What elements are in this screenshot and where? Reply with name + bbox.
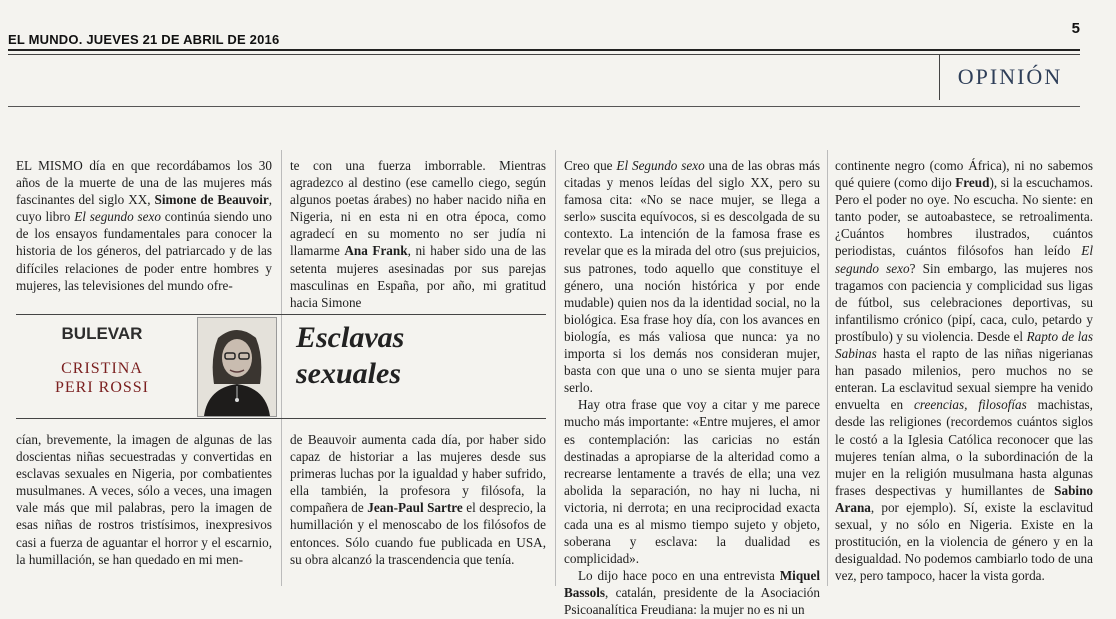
article-column-1-bottom <box>16 431 272 568</box>
paragraph: de Beauvoir aumenta cada día, por haber sido capaz de historiar a las mujeres desde sus primeras luchas por la igualdad y haber sufrido, ella también, la profesora y filósofa, la compañera de Jean-Paul Sartre el desprecio, la humillación y el menoscabo de los filósofos de entonces. Sólo cuando fue publicada en USA, su obra alcanzó la trascendencia que tenía. <box>290 432 546 567</box>
headline-line-2: sexuales <box>296 357 401 390</box>
paragraph: Lo dijo hace poco en una entrevista Miquel Bassols, catalán, presidente de la Asociación Psicoanalítica Freudiana: la mujer no es ni un <box>564 568 820 618</box>
author-last-name: PERI ROSSI <box>54 379 150 396</box>
column-divider <box>555 150 556 586</box>
person-name: Simone de Beauvoir <box>154 192 269 208</box>
headline-line-1: Esclavas <box>296 321 405 354</box>
article-column-2-top <box>290 157 546 311</box>
person-name: Sabino Arana <box>835 482 1093 515</box>
column-divider <box>281 150 282 586</box>
author-portrait-icon <box>197 317 277 417</box>
header-rule-thick <box>8 49 1080 51</box>
section-rule <box>8 106 1080 107</box>
masthead: EL MUNDO. JUEVES 21 DE ABRIL DE 2016 <box>8 32 280 47</box>
header-rule-thin <box>8 54 1080 55</box>
article-column-1-top <box>16 157 272 294</box>
person-name: Freud <box>955 175 990 191</box>
work-title: Rapto de las Sabinas <box>835 328 1093 362</box>
article-headline <box>290 320 540 392</box>
section-title: OPINIÓN <box>957 64 1063 89</box>
person-name: Miquel Bassols <box>564 568 820 601</box>
article-column-4 <box>835 157 1093 584</box>
column-name: BULEVAR <box>61 324 143 343</box>
book-title: El segundo sexo <box>74 209 161 225</box>
page-number: 5 <box>1071 20 1080 37</box>
column-divider <box>827 150 828 586</box>
emphasis: creencias, filosofías <box>914 397 1027 413</box>
book-title: El Segundo sexo <box>616 158 705 173</box>
paragraph: Creo que El Segundo sexo una de las obras más citadas y menos leídas del siglo XX, pero su famosa cita: «No se nace mujer, se llega a serlo» suscita equívocos, si es descolgada de su contexto. La intención de la famosa frase es revelar que es la mirada del otro (sus prejuicios, sus patrones, todo aquello que constituye el género, una noción histórica y por ende mudable) quien nos da la identidad social, no la biológica. Esa frase hoy día, con los avances en biología, es más valiosa que nunca: ya no importa si los demás nos consideran mujer, basta con que una o uno se sienta mujer para serlo. <box>564 158 820 396</box>
paragraph: cían, brevemente, la imagen de algunas de las doscientas niñas secuestradas y convertidas en esclavas sexuales en Nigeria, por combatientes musulmanes. A veces, sólo a veces, una imagen vale más que mil palabras, pero la imagen de esas niñas de rostros tristísimos, inexpresivos casi a fuerza de aguantar el horror y el escarnio, la humillación, se han quedado en mi men- <box>16 432 272 567</box>
article-column-3 <box>564 157 820 619</box>
book-title: El segundo sexo <box>835 243 1093 276</box>
byline-rule-top <box>16 314 546 315</box>
article-column-2-bottom <box>290 431 546 568</box>
person-name: Ana Frank <box>344 243 408 259</box>
byline-rule-bottom <box>16 418 546 419</box>
person-name: Jean-Paul Sartre <box>367 500 463 516</box>
paragraph: continente negro (como África), ni no sabemos qué quiere (como dijo Freud), si la escuchamos. Pero el poder no oye. No escucha. No siente: en tanto poder, se autoabastece, se retroalimenta. ¿Cuántos hombres ilustrados, cuántos periodistas, cuántos filósofos han leído El segundo sexo? Sin embargo, las mujeres nos tragamos con paciencia y complicidad sus ligas de fútbol, sus celebraciones deportivas, su infantilismo crónico (pipí, caca, culo, petardo y prostíbulo) y su violencia. Desde el Rapto de las Sabinas hasta el rapto de las niñas nigerianas han pasado milenios, pero muchos no se enteran. La esclavitud sexual siempre ha venido envuelta en creencias, filosofías machistas, desde las religiones (recordemos cuántos siglos le costó a la Iglesia Católica reconocer que las mujeres tenían alma, o la subordinación de la mujer en la religión musulmana hasta algunas frases despectivas y humillantes de Sabino Arana, por ejemplo). Sí, existe la esclavitud sexual, y no sólo en Nigeria. Existe en la prostitución, en la violencia de género y en la desigualdad. No podemos cambiarlo todo de una vez, pero tampoco, hacer la vista gorda. <box>835 158 1094 584</box>
paragraph: te con una fuerza imborrable. Mientras agradezco al destino (ese camello ciego, según algunos poetas árabes) no haber nacido niña en Nigeria, ni en esta ni en otra época, como agradecí en su momento no ser judía ni llamarme Ana Frank, ni haber sido una de las setenta mujeres asesinadas por sus parejas masculinas en España, por año, mi gratitud hacia Simone <box>290 158 546 310</box>
paragraph: Hay otra frase que voy a citar y me parece mucho más importante: «Entre mujeres, el amor es contemplación: las caricias no están destinadas a apropiarse de la alteridad como a recrearse lentamente a través de ella; una vez abolida la separación, no hay ni lucha, ni victoria, ni derrota; en una reciprocidad exacta cada una es al mismo tiempo sujeto y objeto, soberana y esclava: la dualidad es complicidad». <box>564 397 820 567</box>
author-first-name: CRISTINA <box>61 360 143 377</box>
paragraph: EL MISMO día en que recordábamos los 30 años de la muerte de una de las mujeres más fascinantes del siglo XX, Simone de Beauvoir, cuyo libro El segundo sexo continúa siendo uno de los ensayos fundamentales para conocer la historia de los géneros, del patriarcado y de las difíciles relaciones de poder entre hombres y mujeres, las televisiones del mundo ofre- <box>16 158 273 293</box>
